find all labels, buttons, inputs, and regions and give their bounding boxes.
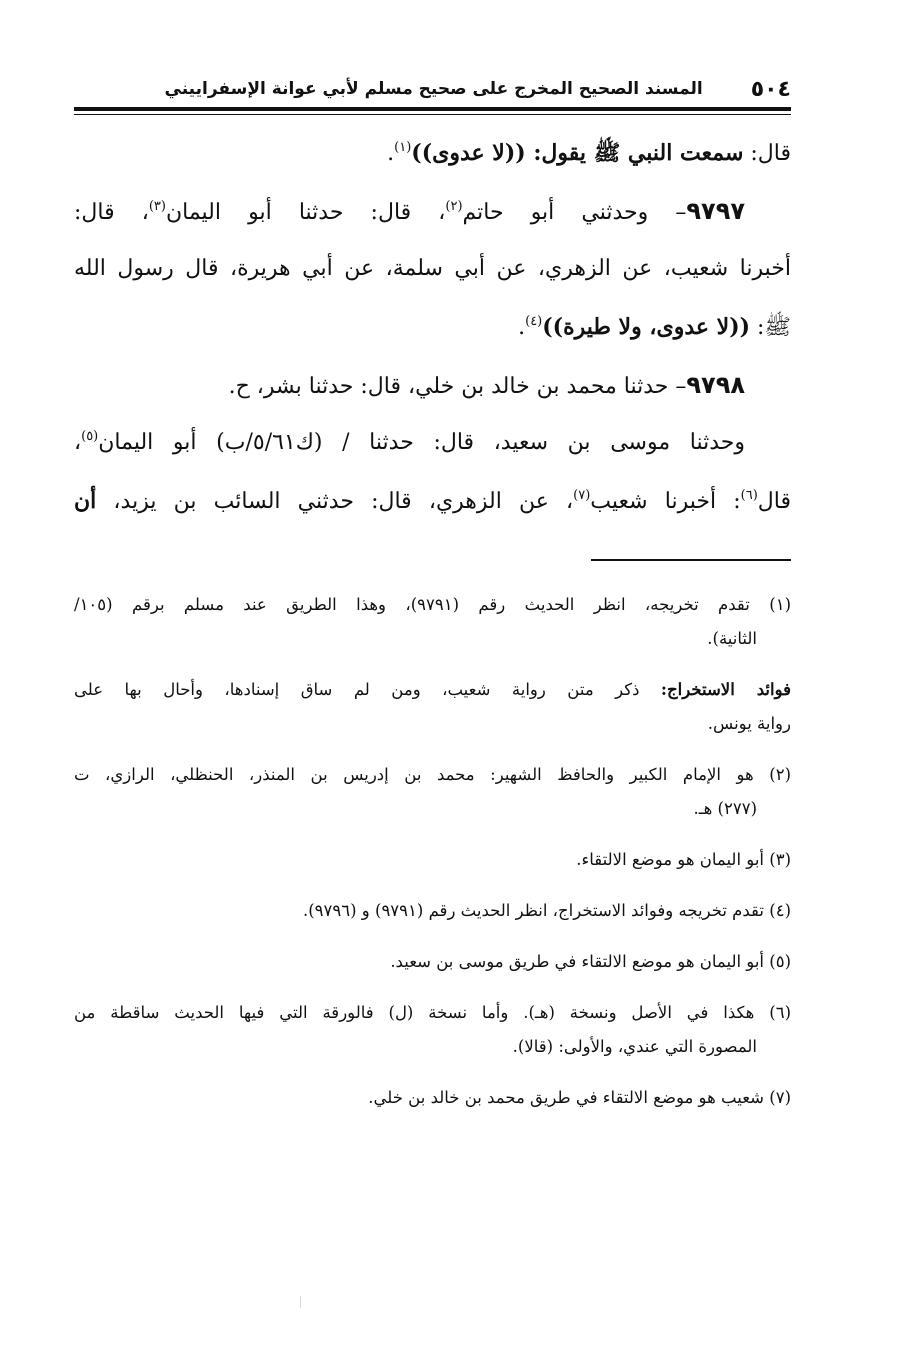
- hadith-matn: ((لا عدوى، ولا طيرة)): [542, 314, 751, 340]
- hadith-number: ٩٧٩٨: [686, 371, 745, 399]
- footnote-separator: [591, 559, 791, 561]
- hadith-matn: ((لا عدوى)): [411, 140, 526, 166]
- hadith-9798-line-3: [74, 472, 791, 530]
- fawaid-label: فوائد الاستخراج:: [660, 680, 791, 699]
- text-run: ، قال:: [74, 200, 149, 225]
- page-number: ٥٠٤: [750, 76, 791, 102]
- text-line: [74, 124, 791, 182]
- footnote-1-cont: الثانية).: [707, 629, 757, 648]
- fawaid-line-1: [74, 673, 791, 707]
- text-run: ذكر متن رواية شعيب، ومن لم ساق إسنادها، وأحال بها على: [74, 680, 661, 699]
- footnote-ref: (٢): [445, 199, 463, 214]
- footnote-ref: (٧): [573, 488, 591, 503]
- text-run: ، عن الزهري، قال: حدثني السائب بن يزيد،: [96, 489, 574, 514]
- text-run: – حدثنا محمد بن خالد بن خلي، قال: حدثنا بشر، ح.: [228, 374, 687, 399]
- hadith-matn-start: أن: [74, 488, 97, 514]
- footnote-3: (٣) أبو اليمان هو موضع الالتقاء.: [576, 850, 791, 869]
- page-header: [74, 72, 791, 106]
- hadith-9797-line-3: [74, 298, 791, 356]
- running-title: المسند الصحيح المخرج على صحيح مسلم لأبي عوانة الإسفراييني: [164, 79, 703, 99]
- header-rule-thick: [74, 107, 791, 111]
- footnote-ref: (١): [394, 140, 412, 155]
- footnote-1: (١) تقدم تخريجه، انظر الحديث رقم (٩٧٩١)، وهذا الطريق عند مسلم برقم (١٠٥/: [74, 595, 791, 614]
- hadith-9797-line-2: [74, 240, 791, 298]
- footnote-ref: (٣): [148, 199, 166, 214]
- main-text: [74, 124, 791, 530]
- header-rule-thin: [74, 114, 791, 115]
- hadith-9798-line-1: [74, 356, 791, 414]
- scan-artifact: [300, 1296, 301, 1308]
- text-run: ،: [74, 430, 82, 455]
- text-run: .: [387, 141, 395, 166]
- footnote-6: (٦) هكذا في الأصل ونسخة (هـ). وأما نسخة (ل) فالورقة التي فيها الحديث ساقطة من: [74, 1003, 791, 1022]
- hadith-number: ٩٧٩٧: [686, 197, 745, 225]
- hadith-9797-line-1: [74, 182, 791, 240]
- footnote-2-cont: (٢٧٧) هـ.: [693, 799, 757, 818]
- text-run: قال:: [743, 141, 791, 166]
- footnote-4: (٤) تقدم تخريجه وفوائد الاستخراج، انظر الحديث رقم (٩٧٩١) و (٩٧٩٦).: [302, 901, 791, 920]
- text-run: ﷺ:: [750, 315, 791, 340]
- footnote-ref: (٤): [525, 314, 543, 329]
- footnote-ref: (٦): [740, 488, 758, 503]
- footnote-7: (٧) شعيب هو موضع الالتقاء في طريق محمد بن خالد بن خلي.: [368, 1088, 791, 1107]
- footnote-ref: (٥): [81, 429, 99, 444]
- fawaid-line-2: رواية يونس.: [707, 714, 791, 733]
- hadith-text: سمعت النبي ﷺ يقول:: [525, 140, 744, 166]
- footnotes: [74, 588, 791, 1115]
- text-run: – وحدثني أبو حاتم: [462, 200, 687, 225]
- footnote-5: (٥) أبو اليمان هو موضع الالتقاء في طريق موسى بن سعيد.: [390, 952, 791, 971]
- text-run: قال: [757, 489, 791, 514]
- footnote-6-cont: المصورة التي عندي، والأولى: (قالا).: [512, 1037, 757, 1056]
- footnote-2: (٢) هو الإمام الكبير والحافظ الشهير: محمد بن إدريس بن المنذر، الحنظلي، الرازي، ت: [74, 765, 791, 784]
- text-run: : أخبرنا شعيب: [590, 489, 741, 514]
- text-run: وحدثنا موسى بن سعيد، قال: حدثنا / (ك٥/٦١/ب) أبو اليمان: [98, 430, 746, 455]
- text-run: ، قال: حدثنا أبو اليمان: [165, 200, 446, 225]
- text-run: أخبرنا شعيب، عن الزهري، عن أبي سلمة، عن أبي هريرة، قال رسول الله: [74, 256, 791, 281]
- text-run: .: [518, 315, 526, 340]
- hadith-9798-line-2: [74, 414, 791, 472]
